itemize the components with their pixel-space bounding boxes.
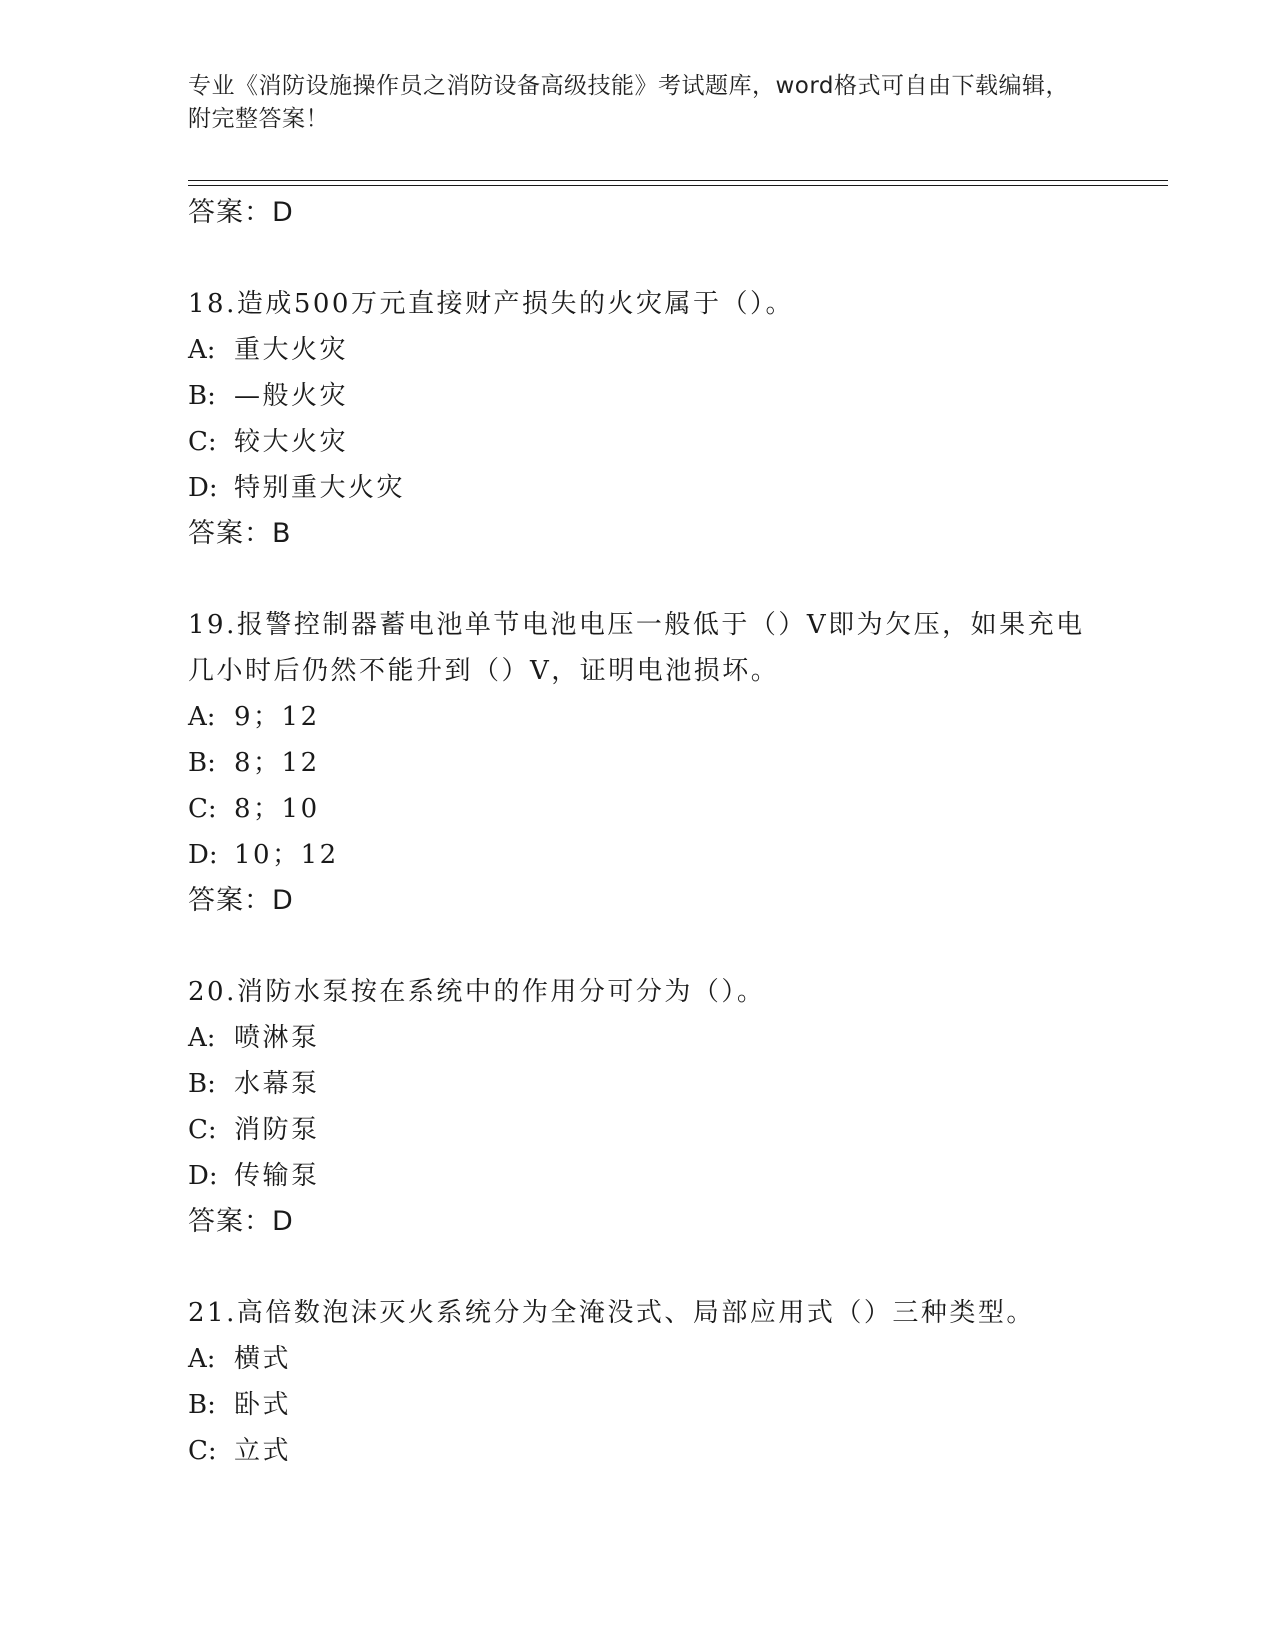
- option-label: B:: [188, 748, 216, 778]
- option-d: [188, 465, 1088, 511]
- option-c: [188, 419, 1088, 465]
- option-text: 9；12: [234, 702, 320, 732]
- option-text: 10；12: [234, 840, 339, 870]
- option-text: 水幕泵: [234, 1069, 320, 1099]
- option-a: [188, 1336, 1088, 1382]
- option-a: [188, 327, 1088, 373]
- option-d: [188, 832, 1088, 878]
- option-label: B:: [188, 381, 216, 411]
- option-c: [188, 786, 1088, 832]
- option-b: [188, 740, 1088, 786]
- option-text: —般火灾: [234, 381, 349, 411]
- option-label: C:: [188, 1436, 217, 1466]
- option-label: D:: [188, 473, 218, 503]
- header-divider-top: [188, 180, 1168, 181]
- option-label: D:: [188, 1161, 218, 1191]
- option-text: 8；10: [234, 794, 320, 824]
- option-text: 较大火灾: [234, 427, 349, 457]
- option-text: 立式: [234, 1436, 292, 1466]
- option-label: A:: [188, 1344, 216, 1374]
- option-b: [188, 1061, 1088, 1107]
- option-label: D:: [188, 840, 218, 870]
- option-label: C:: [188, 427, 217, 457]
- option-text: 卧式: [234, 1390, 292, 1420]
- option-text: 传输泵: [234, 1161, 320, 1191]
- document-header: 专业《消防设施操作员之消防设备高级技能》考试题库，word格式可自由下载编辑，附完整答案！: [188, 73, 1070, 132]
- question-text: 21.高倍数泡沫灭火系统分为全淹没式、局部应用式（）三种类型。: [188, 1298, 1035, 1328]
- option-label: B:: [188, 1069, 216, 1099]
- option-c: [188, 1428, 1088, 1474]
- option-b: [188, 373, 1088, 419]
- answer-line: 答案：D: [188, 1206, 294, 1237]
- answer-line: 答案：D: [188, 885, 294, 916]
- answer-line: 答案：D: [188, 197, 294, 228]
- option-c: [188, 1107, 1088, 1153]
- option-a: [188, 694, 1088, 740]
- option-text: 特别重大火灾: [234, 473, 406, 503]
- option-label: A:: [188, 1023, 216, 1053]
- option-text: 8；12: [234, 748, 320, 778]
- option-b: [188, 1382, 1088, 1428]
- option-text: 喷淋泵: [234, 1023, 320, 1053]
- option-label: A:: [188, 702, 216, 732]
- question-text: 19.报警控制器蓄电池单节电池电压一般低于（）V即为欠压，如果充电几小时后仍然不能升到（）V，证明电池损坏。: [188, 610, 1085, 686]
- option-text: 横式: [234, 1344, 292, 1374]
- question-text: 18.造成500万元直接财产损失的火灾属于（）。: [188, 289, 794, 319]
- option-label: C:: [188, 1115, 217, 1145]
- question-list: [188, 190, 1088, 1474]
- answer-line: 答案：B: [188, 518, 292, 549]
- option-label: C:: [188, 794, 217, 824]
- header-divider-bottom: [188, 185, 1168, 186]
- option-text: 消防泵: [234, 1115, 320, 1145]
- option-d: [188, 1153, 1088, 1199]
- option-a: [188, 1015, 1088, 1061]
- option-label: B:: [188, 1390, 216, 1420]
- option-label: A:: [188, 335, 216, 365]
- question-text: 20.消防水泵按在系统中的作用分可分为（）。: [188, 977, 766, 1007]
- option-text: 重大火灾: [234, 335, 349, 365]
